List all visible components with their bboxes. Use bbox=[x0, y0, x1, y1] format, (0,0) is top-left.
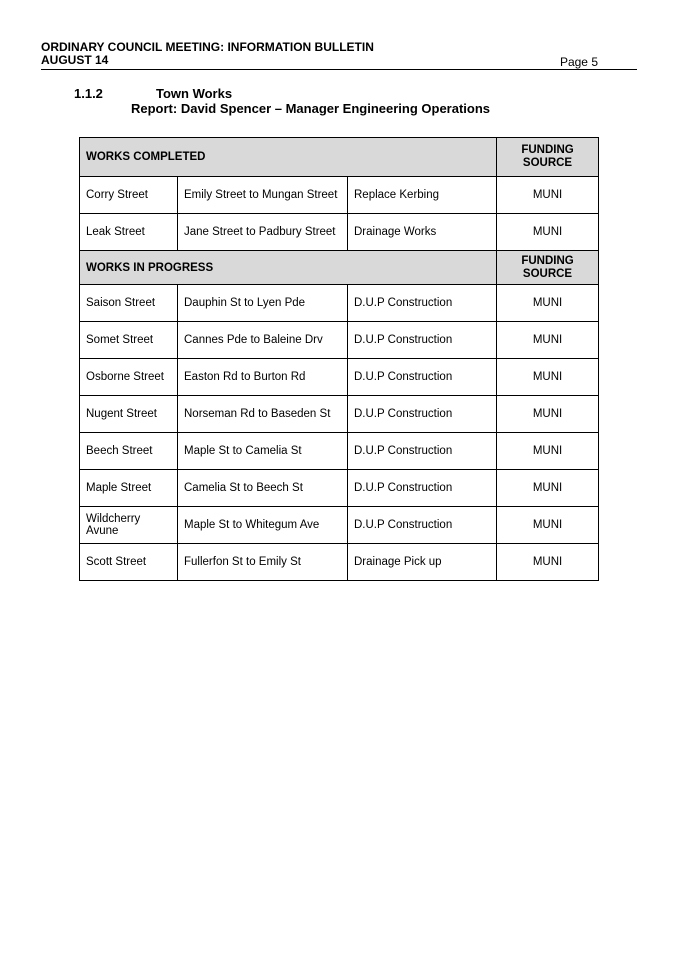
work-type-cell: Drainage Works bbox=[348, 214, 497, 251]
extent-cell: Maple St to Camelia St bbox=[178, 433, 348, 470]
works-completed-header bbox=[80, 138, 599, 177]
funding-cell: MUNI bbox=[497, 433, 599, 470]
funding-cell: MUNI bbox=[497, 507, 599, 544]
extent-cell: Easton Rd to Burton Rd bbox=[178, 359, 348, 396]
bulletin-date: AUGUST 14 bbox=[41, 53, 109, 67]
street-cell: Maple Street bbox=[80, 470, 178, 507]
works-in-progress-header bbox=[80, 251, 599, 285]
street-cell: Osborne Street bbox=[80, 359, 178, 396]
work-type-cell: D.U.P Construction bbox=[348, 433, 497, 470]
table-row bbox=[80, 285, 599, 322]
street-cell: Scott Street bbox=[80, 544, 178, 581]
work-type-cell: D.U.P Construction bbox=[348, 470, 497, 507]
table-row bbox=[80, 322, 599, 359]
work-type-cell: D.U.P Construction bbox=[348, 285, 497, 322]
street-cell: Nugent Street bbox=[80, 396, 178, 433]
street-cell: Saison Street bbox=[80, 285, 178, 322]
page-number: Page 5 bbox=[559, 55, 598, 69]
funding-cell: MUNI bbox=[497, 396, 599, 433]
funding-cell: MUNI bbox=[497, 322, 599, 359]
funding-cell: MUNI bbox=[497, 177, 599, 214]
table-row bbox=[80, 433, 599, 470]
funding-cell: MUNI bbox=[497, 285, 599, 322]
funding-cell: MUNI bbox=[497, 214, 599, 251]
street-cell: Leak Street bbox=[80, 214, 178, 251]
town-works-table bbox=[79, 137, 599, 581]
table-row bbox=[80, 507, 599, 544]
page-header bbox=[41, 41, 637, 67]
extent-cell: Norseman Rd to Baseden St bbox=[178, 396, 348, 433]
bulletin-title: ORDINARY COUNCIL MEETING: INFORMATION BULLETIN bbox=[41, 40, 374, 54]
header-rule bbox=[41, 69, 637, 70]
extent-cell: Jane Street to Padbury Street bbox=[178, 214, 348, 251]
table-row bbox=[80, 470, 599, 507]
table-row bbox=[80, 396, 599, 433]
funding-cell: MUNI bbox=[497, 470, 599, 507]
extent-cell: Fullerfon St to Emily St bbox=[178, 544, 348, 581]
work-type-cell: Drainage Pick up bbox=[348, 544, 497, 581]
report-author: Report: David Spencer – Manager Engineering Operations bbox=[131, 101, 491, 116]
street-cell: Somet Street bbox=[80, 322, 178, 359]
street-cell: Corry Street bbox=[80, 177, 178, 214]
works-completed-heading: WORKS COMPLETED bbox=[80, 138, 497, 177]
street-cell: Wildcherry Avune bbox=[80, 507, 178, 544]
extent-cell: Emily Street to Mungan Street bbox=[178, 177, 348, 214]
work-type-cell: D.U.P Construction bbox=[348, 507, 497, 544]
funding-cell: MUNI bbox=[497, 544, 599, 581]
table-row bbox=[80, 177, 599, 214]
extent-cell: Camelia St to Beech St bbox=[178, 470, 348, 507]
funding-source-header: FUNDING SOURCE bbox=[497, 138, 599, 177]
work-type-cell: D.U.P Construction bbox=[348, 359, 497, 396]
works-in-progress-heading: WORKS IN PROGRESS bbox=[80, 251, 497, 285]
table-row bbox=[80, 359, 599, 396]
section-number: 1.1.2 bbox=[74, 86, 103, 101]
section-title: Town Works bbox=[156, 86, 233, 101]
table-row bbox=[80, 544, 599, 581]
extent-cell: Maple St to Whitegum Ave bbox=[178, 507, 348, 544]
work-type-cell: Replace Kerbing bbox=[348, 177, 497, 214]
work-type-cell: D.U.P Construction bbox=[348, 396, 497, 433]
funding-cell: MUNI bbox=[497, 359, 599, 396]
extent-cell: Cannes Pde to Baleine Drv bbox=[178, 322, 348, 359]
funding-source-header: FUNDING SOURCE bbox=[497, 251, 599, 285]
table-row bbox=[80, 214, 599, 251]
street-cell: Beech Street bbox=[80, 433, 178, 470]
work-type-cell: D.U.P Construction bbox=[348, 322, 497, 359]
extent-cell: Dauphin St to Lyen Pde bbox=[178, 285, 348, 322]
